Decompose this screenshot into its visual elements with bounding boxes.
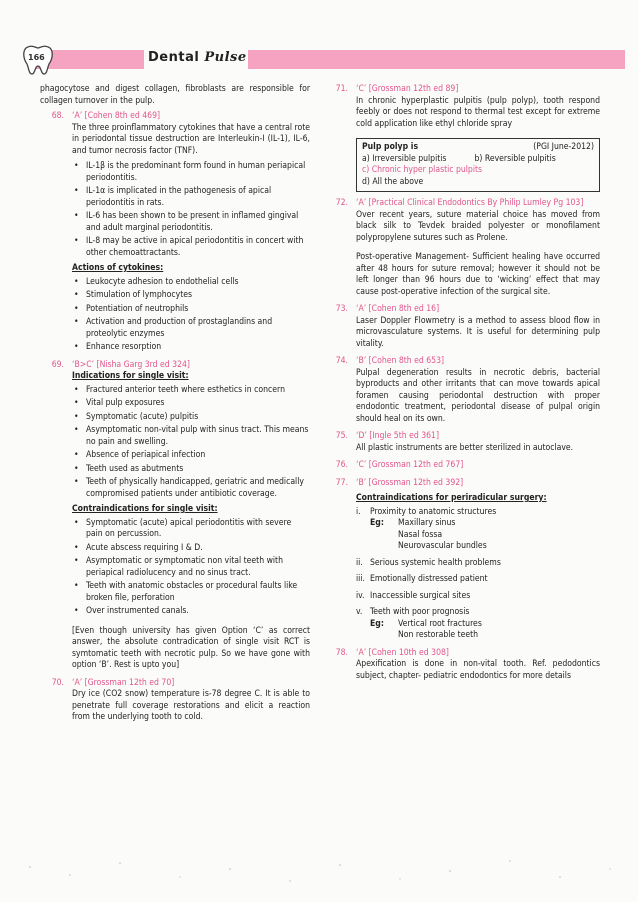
answer-ref: ‘A’ [Cohen 10th ed 308] xyxy=(356,647,449,658)
list-item: v. Teeth with poor prognosis Eg: Vertical root fractures Non restorable teeth xyxy=(356,607,600,642)
right-column xyxy=(324,84,600,688)
list-item: • Asymptomatic non-vital pulp with sinus tract. This means no pain and swelling. xyxy=(72,425,310,448)
eg-label: Eg: xyxy=(370,618,384,629)
question-75 xyxy=(324,431,600,454)
list-item-text: Emotionally distressed patient xyxy=(370,574,488,584)
paragraph: All plastic instruments are better sterilized in autoclave. xyxy=(356,442,574,453)
list-item: • Symptomatic (acute) apical periodontitis with severe pain on percussion. xyxy=(72,518,310,541)
list-item: i. Proximity to anatomic structures Eg: Maxillary sinus Nasal fossa Neurovascular bundles xyxy=(356,507,600,553)
question-70 xyxy=(40,678,310,724)
question-78 xyxy=(324,648,600,683)
list-item: • IL-6 has been shown to be present in inflamed gingival and adult marginal periodontitis. xyxy=(72,211,310,234)
mcq-option: b) Reversible pulpitis xyxy=(474,153,556,164)
note-paragraph: [Even though university has given Option ‘C’ as correct answer, the absolute contradication of single visit RCT is symtomatic teeth with necrotic pulp. So we have gone with option ‘B’. Rest is upto you] xyxy=(72,625,310,670)
answer-ref: ‘B>C’ [Nisha Garg 3rd ed 324] xyxy=(72,359,190,370)
list-item: • Teeth of physically handicapped, geriatric and medically compromised patients under antibiotic coverage. xyxy=(72,477,310,500)
header-title xyxy=(148,50,247,69)
paragraph: The three proinflammatory cytokines that have a central rote in periodontal tissue destruction are Interleukin-I (IL-1), IL-6, and tumor necrosis factor (TNF). xyxy=(72,122,310,156)
list-item: • Asymptomatic or symptomatic non vital teeth with periapical radiolucency and no sinus tract. xyxy=(72,556,310,579)
list-item: • Teeth with anatomic obstacles or procedural faults like broken file, perforation xyxy=(72,581,310,604)
left-column xyxy=(40,84,310,730)
list-item: • Over instrumented canals. xyxy=(72,606,310,618)
list-item: • Leukocyte adhesion to endothelial cells xyxy=(72,277,310,289)
bullet-list xyxy=(72,385,310,501)
bullet-list xyxy=(72,161,310,259)
numbered-list xyxy=(356,507,600,642)
question-72 xyxy=(324,198,600,298)
list-item: • IL-1β is the predominant form found in human periapical periodontitis. xyxy=(72,161,310,184)
list-item: • Absence of periapical infection xyxy=(72,450,310,462)
answer-ref: ‘A’ [Cohen 8th ed 16] xyxy=(356,304,440,314)
question-74 xyxy=(324,356,600,425)
list-item: ii. Serious systemic health problems xyxy=(356,557,501,568)
list-item: • Teeth used as abutments xyxy=(72,464,310,476)
list-item-text: Teeth with poor prognosis xyxy=(370,607,470,617)
header-band xyxy=(34,50,625,69)
paragraph: In chronic hyperplastic pulpitis (pulp polyp), tooth respond feebly or does not respond to thermal test except for extreme cold application like ethyl chloride spray xyxy=(356,95,600,129)
question-number: 71. xyxy=(335,84,348,94)
section-heading: Actions of cytokines: xyxy=(72,263,164,273)
paragraph: Post-operative Management- Sufficient healing have occurred after 48 hours for suture removal; however it should not be left longer than 96 hours due to ‘wicking’ effect that may cause post-operative infection of the surgical site. xyxy=(356,252,600,297)
eg-item: Nasal fossa xyxy=(398,529,443,540)
list-item: • Fractured anterior teeth where esthetics in concern xyxy=(72,385,310,397)
mcq-source: (PGI June-2012) xyxy=(533,142,594,152)
question-number: 72. xyxy=(335,198,348,208)
answer-ref: ‘A’ [Grossman 12th ed 70] xyxy=(72,677,175,688)
list-item: • IL-1α is implicated in the pathogenesis of apical periodontitis in rats. xyxy=(72,186,310,209)
question-number: 68. xyxy=(51,111,64,121)
list-item: • Symptomatic (acute) pulpitis xyxy=(72,412,310,424)
question-number: 73. xyxy=(335,304,348,314)
list-item: • IL-8 may be active in apical periodontitis in concert with other chemoattractants. xyxy=(72,236,310,259)
mcq-option: d) All the above xyxy=(362,176,424,187)
list-item: iii. Emotionally distressed patient xyxy=(356,574,488,584)
mcq-option-correct: c) Chronic hyper plastic pulpits xyxy=(362,165,483,175)
list-item-text: Proximity to anatomic structures xyxy=(370,506,497,517)
question-76 xyxy=(324,460,600,472)
page-header xyxy=(14,44,625,72)
answer-ref: ‘C’ [Grossman 12th ed 767] xyxy=(356,460,464,470)
eg-item: Neurovascular bundles xyxy=(398,541,487,551)
section-heading: Indications for single visit: xyxy=(72,371,189,381)
list-item: • Vital pulp exposures xyxy=(72,398,310,410)
list-item: • Stimulation of lymphocytes xyxy=(72,290,310,302)
question-73 xyxy=(324,304,600,350)
list-item: • Acute abscess requiring I & D. xyxy=(72,543,310,555)
list-item-text: Inaccessible surgical sites xyxy=(370,590,471,601)
title-word-pulse: Pulse xyxy=(204,50,247,65)
answer-ref: ‘D’ [Ingle 5th ed 361] xyxy=(356,431,439,441)
list-item: iv. Inaccessible surgical sites xyxy=(356,590,471,601)
mcq-box xyxy=(356,138,600,192)
question-77 xyxy=(324,478,600,642)
paragraph: Pulpal degeneration results in necrotic debris, bacterial byproducts and other irritants that can move towards apical foramen causing periodontal destruction with proper endodontic treatment, periodontal disease of pulpal origin should heal on its own. xyxy=(356,367,600,424)
answer-ref: ‘B’ [Grossman 12th ed 392] xyxy=(356,477,464,488)
page-number: 166 xyxy=(28,53,45,62)
mcq-option: a) Irreversible pulpitis xyxy=(362,153,447,164)
mcq-title: Pulp polyp is xyxy=(362,142,419,152)
question-68 xyxy=(40,111,310,354)
list-item-text: Serious systemic health problems xyxy=(370,557,501,568)
list-item: • Activation and production of prostaglandins and proteolytic enzymes xyxy=(72,317,310,340)
question-number: 74. xyxy=(335,356,348,366)
bullet-list xyxy=(72,277,310,354)
answer-ref: ‘C’ [Grossman 12th ed 89] xyxy=(356,84,459,94)
answer-ref: ‘B’ [Cohen 8th ed 653] xyxy=(356,356,445,366)
question-number: 78. xyxy=(335,647,348,658)
list-item: • Enhance resorption xyxy=(72,342,310,354)
paragraph: Laser Doppler Flowmetry is a method to assess blood flow in microvasculature systems. It is useful for determining pulp vitality. xyxy=(356,315,600,349)
question-number: 77. xyxy=(335,477,348,488)
question-number: 69. xyxy=(51,359,64,370)
scan-noise xyxy=(0,855,638,895)
eg-item: Maxillary sinus xyxy=(398,518,456,528)
question-number: 75. xyxy=(335,431,348,441)
eg-item: Vertical root fractures xyxy=(398,618,482,629)
eg-label: Eg: xyxy=(370,518,384,528)
question-number: 70. xyxy=(51,677,64,688)
question-71 xyxy=(324,84,600,192)
bullet-list xyxy=(72,518,310,618)
paragraph: Over recent years, suture material choice has moved from black silk to Tevdek braided polyester or monofilament polypropylene sutures such as Prolene. xyxy=(356,209,600,243)
question-number: 76. xyxy=(335,460,348,470)
list-item: • Potentiation of neutrophils xyxy=(72,304,310,316)
paragraph: Apexification is done in non-vital tooth. Ref. pedodontics subject, chapter- pediatric endodontics for more details xyxy=(356,659,600,681)
paragraph: Dry ice (CO2 snow) temperature is-78 degree C. It is able to penetrate full coverage restorations and elicit a reaction from the underlying tooth to cold. xyxy=(72,689,310,722)
answer-ref: ‘A’ [Practical Clinical Endodontics By Philip Lumley Pg 103] xyxy=(356,198,584,208)
section-heading: Contraindications for periradicular surgery: xyxy=(356,493,547,503)
answer-ref: ‘A’ [Cohen 8th ed 469] xyxy=(72,111,161,121)
section-heading: Contraindications for single visit: xyxy=(72,504,218,514)
question-69 xyxy=(40,360,310,672)
continued-text: phagocytose and digest collagen, fibroblasts are responsible for collagen turnover in the pulp. xyxy=(40,84,310,106)
eg-item: Non restorable teeth xyxy=(398,630,479,640)
title-word-dental: Dental xyxy=(148,50,200,65)
